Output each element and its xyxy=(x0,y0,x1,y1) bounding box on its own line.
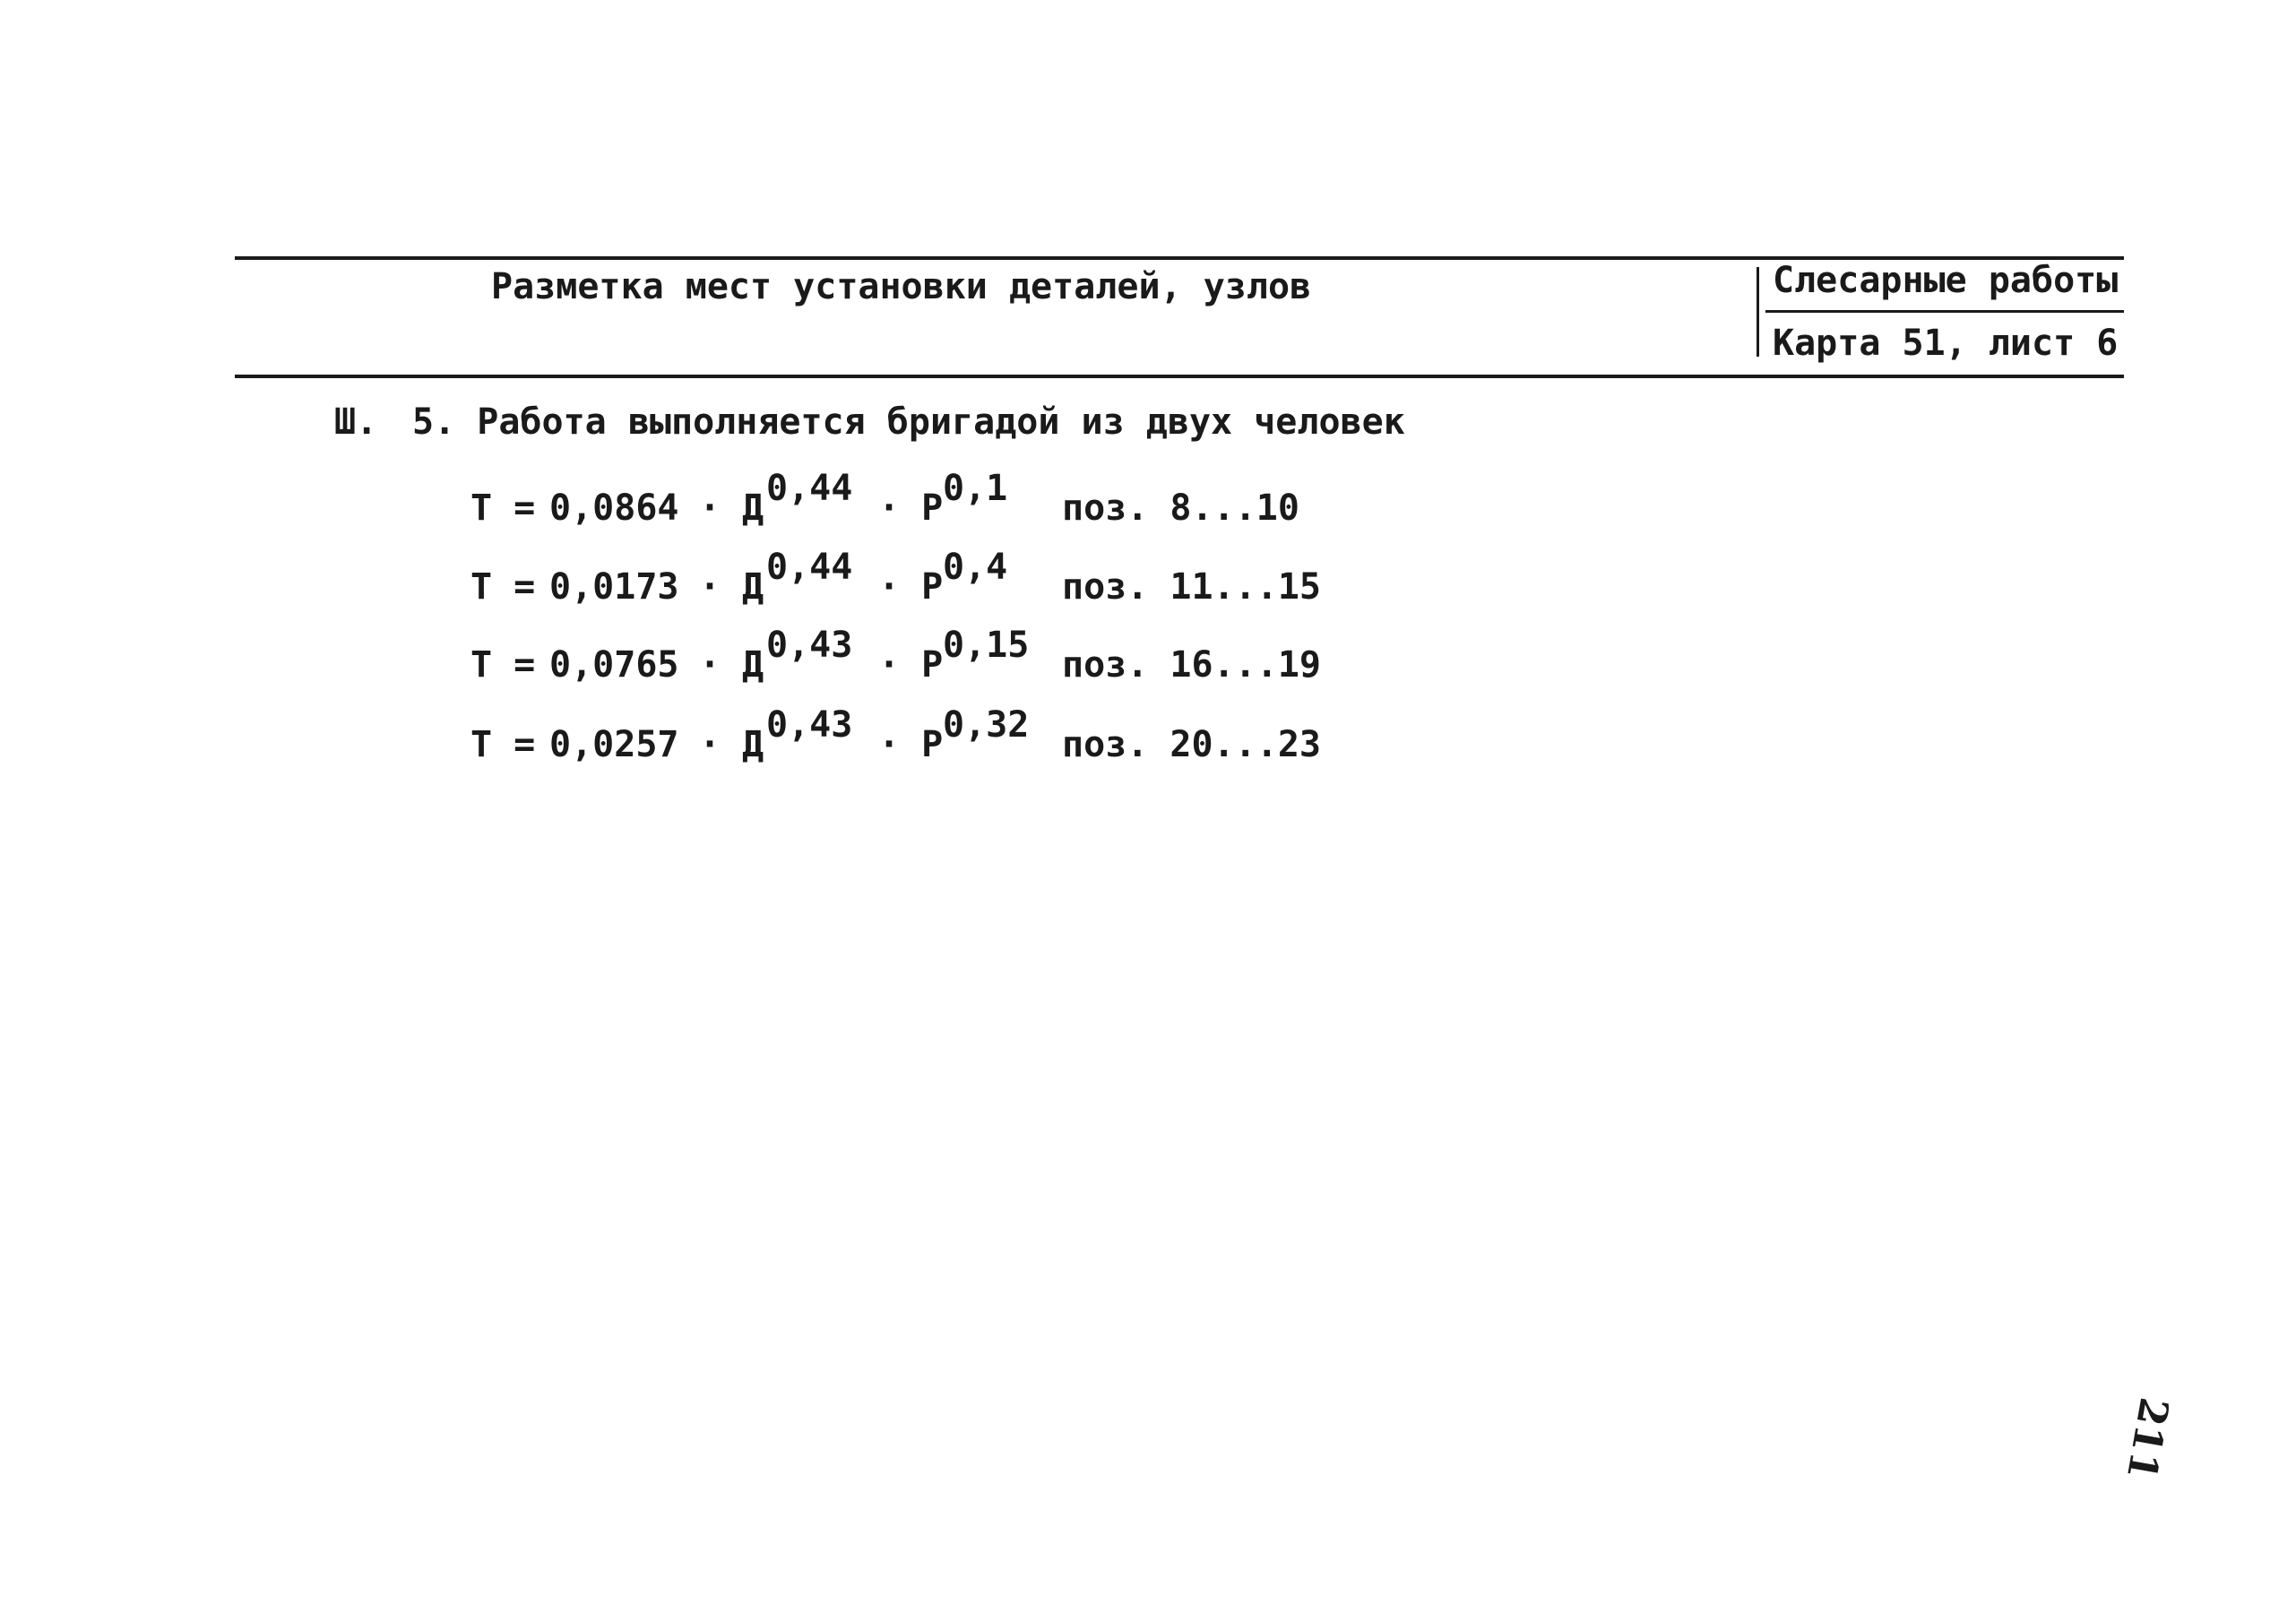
formula-coefficient: 0,0864 xyxy=(549,487,679,529)
formula-d-factor: · Д xyxy=(699,644,764,686)
header-bottom-rule xyxy=(235,375,2124,378)
header-section: Слесарные работы xyxy=(1773,260,2119,301)
formula-lhs: Т = xyxy=(470,724,536,765)
formula-d-factor: · Д xyxy=(699,487,764,529)
header-card-number: Карта 51, лист 6 xyxy=(1773,323,2119,364)
header-vertical-bar xyxy=(1757,267,1759,357)
formula-p-factor: · Р xyxy=(878,487,944,529)
formula-p-factor: · Р xyxy=(878,566,944,608)
formula-p-exponent: 0,4 xyxy=(943,547,1008,588)
formula-d-exponent: 0,44 xyxy=(766,468,853,509)
item-text: 5. Работа выполняется бригадой из двух человек xyxy=(412,401,1405,443)
formula-coefficient: 0,0765 xyxy=(549,644,679,686)
formula-d-factor: · Д xyxy=(699,724,764,765)
formula-lhs: Т = xyxy=(470,487,536,529)
formula-positions: поз. 16...19 xyxy=(1062,644,1321,686)
formula-lhs: Т = xyxy=(470,644,536,686)
item-roman-numeral: Ш. xyxy=(334,401,378,443)
header-right-divider xyxy=(1765,310,2124,313)
formula-d-exponent: 0,43 xyxy=(766,625,853,666)
formula-d-exponent: 0,43 xyxy=(766,704,853,746)
formula-p-exponent: 0,32 xyxy=(943,704,1030,746)
formula-coefficient: 0,0173 xyxy=(549,566,679,608)
formula-positions: поз. 8...10 xyxy=(1062,487,1299,529)
formula-p-factor: · Р xyxy=(878,644,944,686)
margin-page-number: 211 xyxy=(2117,1393,2178,1484)
formula-p-exponent: 0,15 xyxy=(943,625,1030,666)
formula-positions: поз. 20...23 xyxy=(1062,724,1321,765)
formula-p-factor: · Р xyxy=(878,724,944,765)
formula-positions: поз. 11...15 xyxy=(1062,566,1321,608)
formula-d-factor: · Д xyxy=(699,566,764,608)
header-title: Разметка мест установки деталей, узлов xyxy=(491,266,1312,307)
formula-d-exponent: 0,44 xyxy=(766,547,853,588)
formula-p-exponent: 0,1 xyxy=(943,468,1008,509)
formula-lhs: Т = xyxy=(470,566,536,608)
formula-coefficient: 0,0257 xyxy=(549,724,679,765)
